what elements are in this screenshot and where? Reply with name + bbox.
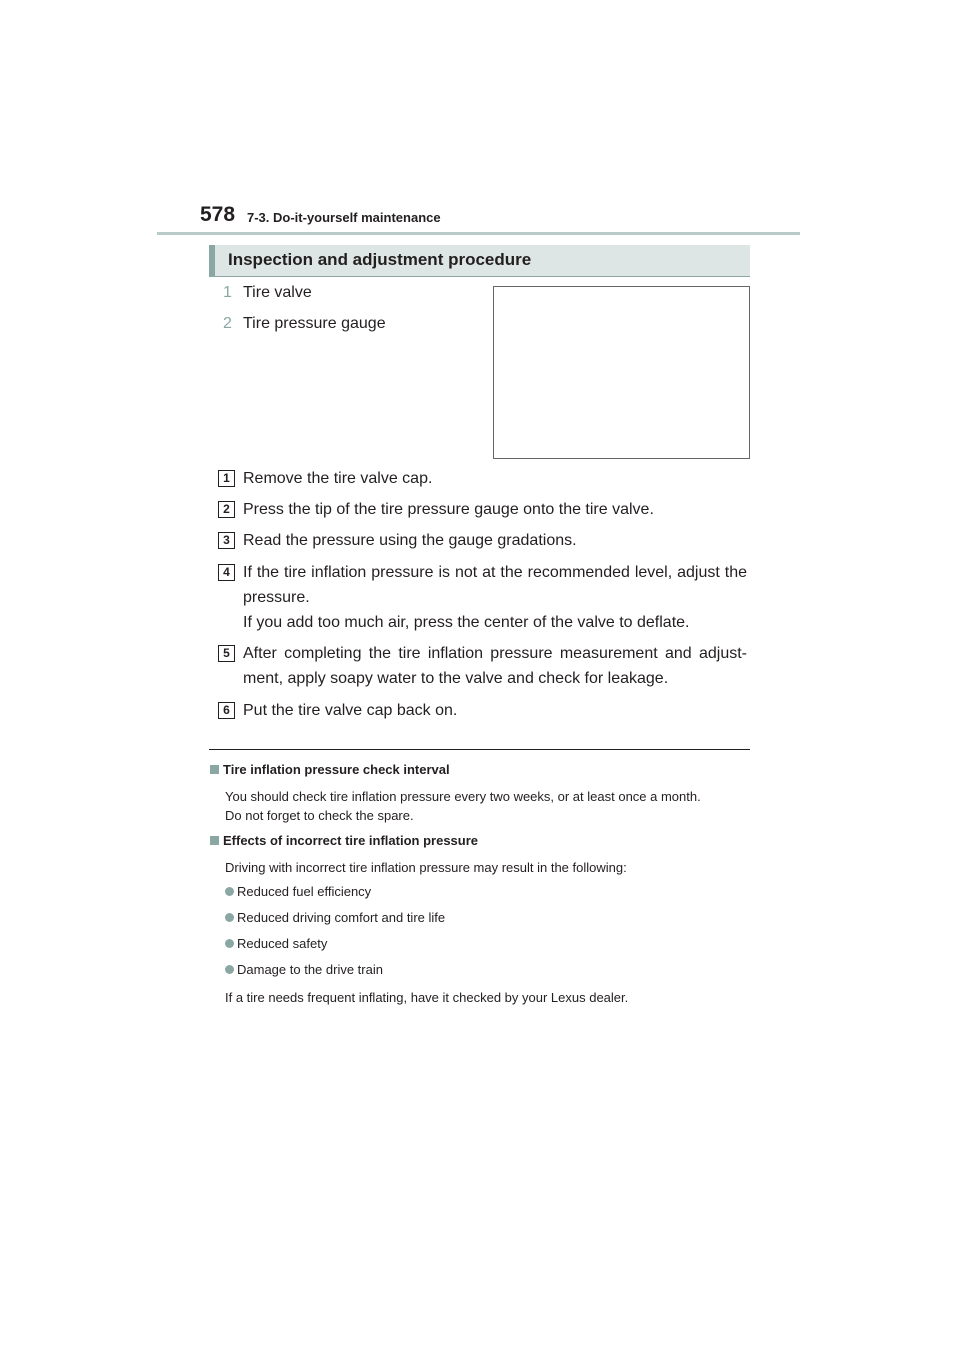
note-text: Do not forget to check the spare. xyxy=(225,808,414,823)
list-item: Reduced fuel efficiency xyxy=(225,884,371,899)
step-number-badge: 4 xyxy=(218,564,235,581)
callout-number: 1 xyxy=(223,284,232,301)
step-number-badge: 6 xyxy=(218,702,235,719)
square-bullet-icon xyxy=(210,836,219,845)
section-title: Inspection and adjustment procedure xyxy=(228,250,532,269)
step-subtext: If you add too much air, press the center of the valve to deflate. xyxy=(243,614,690,631)
callout-label: Tire valve xyxy=(243,284,312,301)
illustration-frame xyxy=(493,286,750,459)
callout-number: 2 xyxy=(223,315,232,332)
note-text: You should check tire inflation pressure every two weeks, or at least once a month. xyxy=(225,789,701,804)
step-number-badge: 3 xyxy=(218,532,235,549)
step-text: Press the tip of the tire pressure gauge onto the tire valve. xyxy=(243,501,654,518)
step-number-badge: 2 xyxy=(218,501,235,518)
section-divider xyxy=(209,749,750,750)
section-title-bar xyxy=(209,245,750,277)
header-rule xyxy=(157,232,800,235)
page-number: 578 xyxy=(200,203,236,226)
step-text: Remove the tire valve cap. xyxy=(243,470,433,487)
step-number-badge: 1 xyxy=(218,470,235,487)
list-item: Reduced driving comfort and tire life xyxy=(225,910,445,925)
list-item: Damage to the drive train xyxy=(225,962,383,977)
note-text: If a tire needs frequent inflating, have it checked by your Lexus dealer. xyxy=(225,990,629,1005)
step-text: If the tire inflation pressure is not at the recommended level, adjust the pressure. xyxy=(243,564,747,606)
step-text: Put the tire valve cap back on. xyxy=(243,702,458,719)
bullet-dot-icon xyxy=(225,965,234,974)
step-text: Read the pressure using the gauge gradations. xyxy=(243,532,577,549)
list-item: Reduced safety xyxy=(225,936,327,951)
bullet-dot-icon xyxy=(225,939,234,948)
bullet-dot-icon xyxy=(225,913,234,922)
note-heading-effects: Effects of incorrect tire inflation pressure xyxy=(210,833,478,848)
callout-label: Tire pressure gauge xyxy=(243,315,386,332)
bullet-dot-icon xyxy=(225,887,234,896)
note-text: Driving with incorrect tire inflation pressure may result in the following: xyxy=(225,860,627,875)
step-text: After completing the tire inflation pressure measurement and adjust-ment, apply soapy water to the valve and check for leakage. xyxy=(243,645,747,687)
square-bullet-icon xyxy=(210,765,219,774)
step-number-badge: 5 xyxy=(218,645,235,662)
note-heading-interval: Tire inflation pressure check interval xyxy=(210,762,450,777)
section-header: 7-3. Do-it-yourself maintenance xyxy=(247,210,441,225)
